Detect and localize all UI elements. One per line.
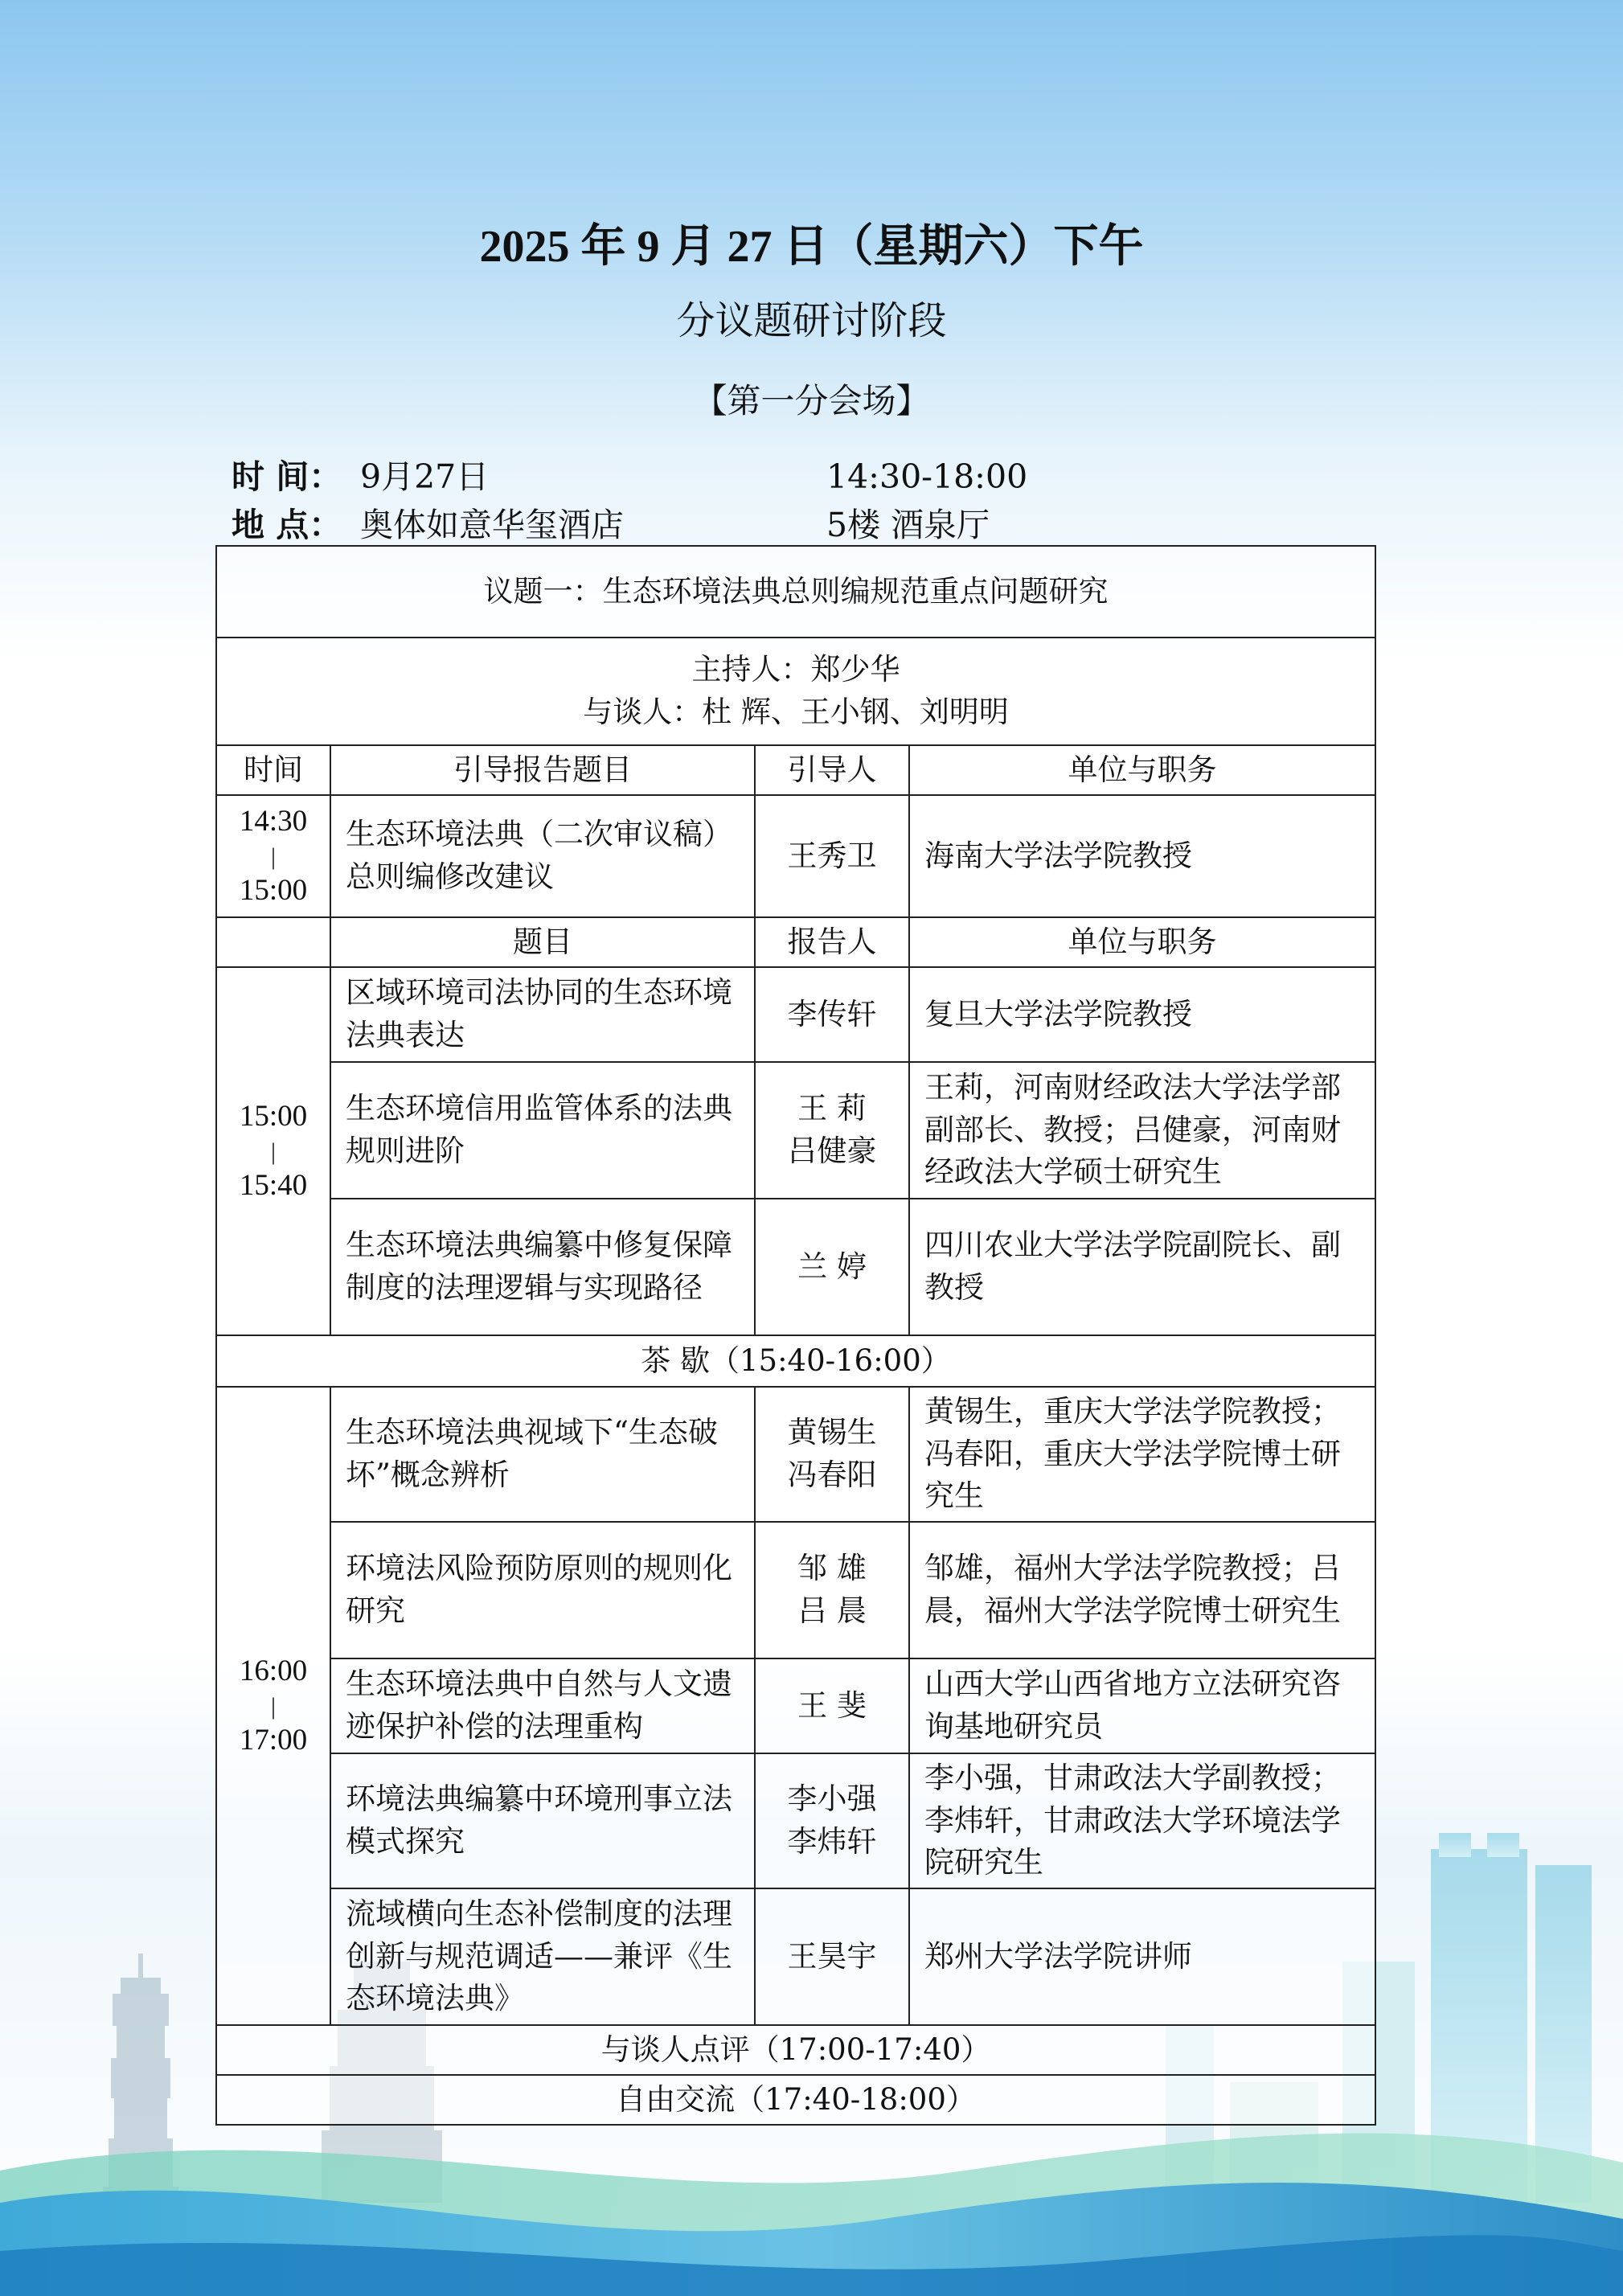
header-empty xyxy=(216,917,330,967)
header-report-title: 题目 xyxy=(330,917,755,967)
report-title: 区域环境司法协同的生态环境法典表达 xyxy=(330,967,755,1062)
place-label: 地 点： xyxy=(232,506,342,544)
reporter-unit: 李小强，甘肃政法大学副教授；李炜轩，甘肃政法大学环境法学院研究生 xyxy=(909,1753,1375,1888)
discussant-comments: 与谈人点评（17:00-17:40） xyxy=(216,2025,1375,2075)
reporter: 王 莉 吕健豪 xyxy=(755,1062,909,1199)
guide-time: 14:30 | 15:00 xyxy=(216,795,330,917)
reporter: 王昊宇 xyxy=(755,1888,909,2025)
reporter: 兰 婷 xyxy=(755,1199,909,1335)
header-guide-title: 引导报告题目 xyxy=(330,745,755,795)
tea-break-row xyxy=(216,1335,1375,1387)
header-unit: 单位与职务 xyxy=(909,745,1375,795)
discussants: 与谈人：杜 辉、王小钢、刘明明 xyxy=(583,695,1009,729)
tea-break: 茶 歇（15:40-16:00） xyxy=(216,1335,1375,1387)
page-title-date: 2025 年 9 月 27 日（星期六）下午 xyxy=(479,222,1144,272)
time-range: 14:30-18:00 xyxy=(826,457,1028,496)
guide-row xyxy=(216,795,1375,917)
table-row xyxy=(216,1522,1375,1658)
info-time-row xyxy=(232,450,1027,498)
free-exchange-row xyxy=(216,2075,1375,2125)
block1-time: 15:00 | 15:40 xyxy=(216,967,330,1335)
reporter-unit: 山西大学山西省地方立法研究咨询基地研究员 xyxy=(909,1658,1375,1753)
time-label: 时 间： xyxy=(232,457,342,496)
table-row xyxy=(216,1387,1375,1522)
reporter: 邹 雄 吕 晨 xyxy=(755,1522,909,1658)
place-room: 5楼 酒泉厅 xyxy=(826,506,990,544)
guide-unit: 海南大学法学院教授 xyxy=(909,795,1375,917)
page-subtitle-stage: 分议题研讨阶段 xyxy=(676,298,947,343)
reporter-unit: 复旦大学法学院教授 xyxy=(909,967,1375,1062)
table-row xyxy=(216,1658,1375,1753)
table-row xyxy=(216,1888,1375,2025)
reporter-unit: 黄锡生，重庆大学法学院教授；冯春阳，重庆大学法学院博士研究生 xyxy=(909,1387,1375,1522)
guide-title: 生态环境法典（二次审议稿）总则编修改建议 xyxy=(330,795,755,917)
table-row xyxy=(216,1753,1375,1888)
reporter: 黄锡生 冯春阳 xyxy=(755,1387,909,1522)
report-title: 环境法风险预防原则的规则化研究 xyxy=(330,1522,755,1658)
report-title: 生态环境法典视域下“生态破坏”概念辨析 xyxy=(330,1387,755,1522)
table-row xyxy=(216,967,1375,1062)
host-name: 主持人：郑少华 xyxy=(691,652,900,687)
block2-time: 16:00 | 17:00 xyxy=(216,1387,330,2025)
reporter-unit: 四川农业大学法学院副院长、副教授 xyxy=(909,1199,1375,1335)
comment-row xyxy=(216,2025,1375,2075)
table-row xyxy=(216,1062,1375,1199)
reporter-unit: 王莉，河南财经政法大学法学部副部长、教授；吕健豪，河南财经政法大学硕士研究生 xyxy=(909,1062,1375,1199)
report-title: 生态环境法典中自然与人文遗迹保护补偿的法理重构 xyxy=(330,1658,755,1753)
venue-heading: 【第一分会场】 xyxy=(693,381,930,420)
guide-header-row xyxy=(216,745,1375,795)
topic-title: 议题一：生态环境法典总则编规范重点问题研究 xyxy=(216,546,1375,638)
header-reporter: 报告人 xyxy=(755,917,909,967)
info-place-row xyxy=(232,498,990,546)
time-date: 9月27日 xyxy=(360,457,490,496)
reporter: 李小强 李炜轩 xyxy=(755,1753,909,1888)
place-hotel: 奥体如意华玺酒店 xyxy=(360,506,624,544)
table-row xyxy=(216,1199,1375,1335)
agenda-table xyxy=(215,545,1376,2126)
topic-row xyxy=(216,546,1375,638)
header-time: 时间 xyxy=(216,745,330,795)
reporter-unit: 郑州大学法学院讲师 xyxy=(909,1888,1375,2025)
report-title: 生态环境法典编纂中修复保障制度的法理逻辑与实现路径 xyxy=(330,1199,755,1335)
report-title: 环境法典编纂中环境刑事立法模式探究 xyxy=(330,1753,755,1888)
report-title: 生态环境信用监管体系的法典规则进阶 xyxy=(330,1062,755,1199)
report-title: 流域横向生态补偿制度的法理创新与规范调适——兼评《生态环境法典》 xyxy=(330,1888,755,2025)
host-cell xyxy=(216,638,1375,745)
header-report-unit: 单位与职务 xyxy=(909,917,1375,967)
header-guide-speaker: 引导人 xyxy=(755,745,909,795)
reporter: 李传轩 xyxy=(755,967,909,1062)
guide-speaker: 王秀卫 xyxy=(755,795,909,917)
reporter-unit: 邹雄，福州大学法学院教授；吕晨，福州大学法学院博士研究生 xyxy=(909,1522,1375,1658)
reporter: 王 斐 xyxy=(755,1658,909,1753)
host-row xyxy=(216,638,1375,745)
free-exchange: 自由交流（17:40-18:00） xyxy=(216,2075,1375,2125)
report-header-row xyxy=(216,917,1375,967)
